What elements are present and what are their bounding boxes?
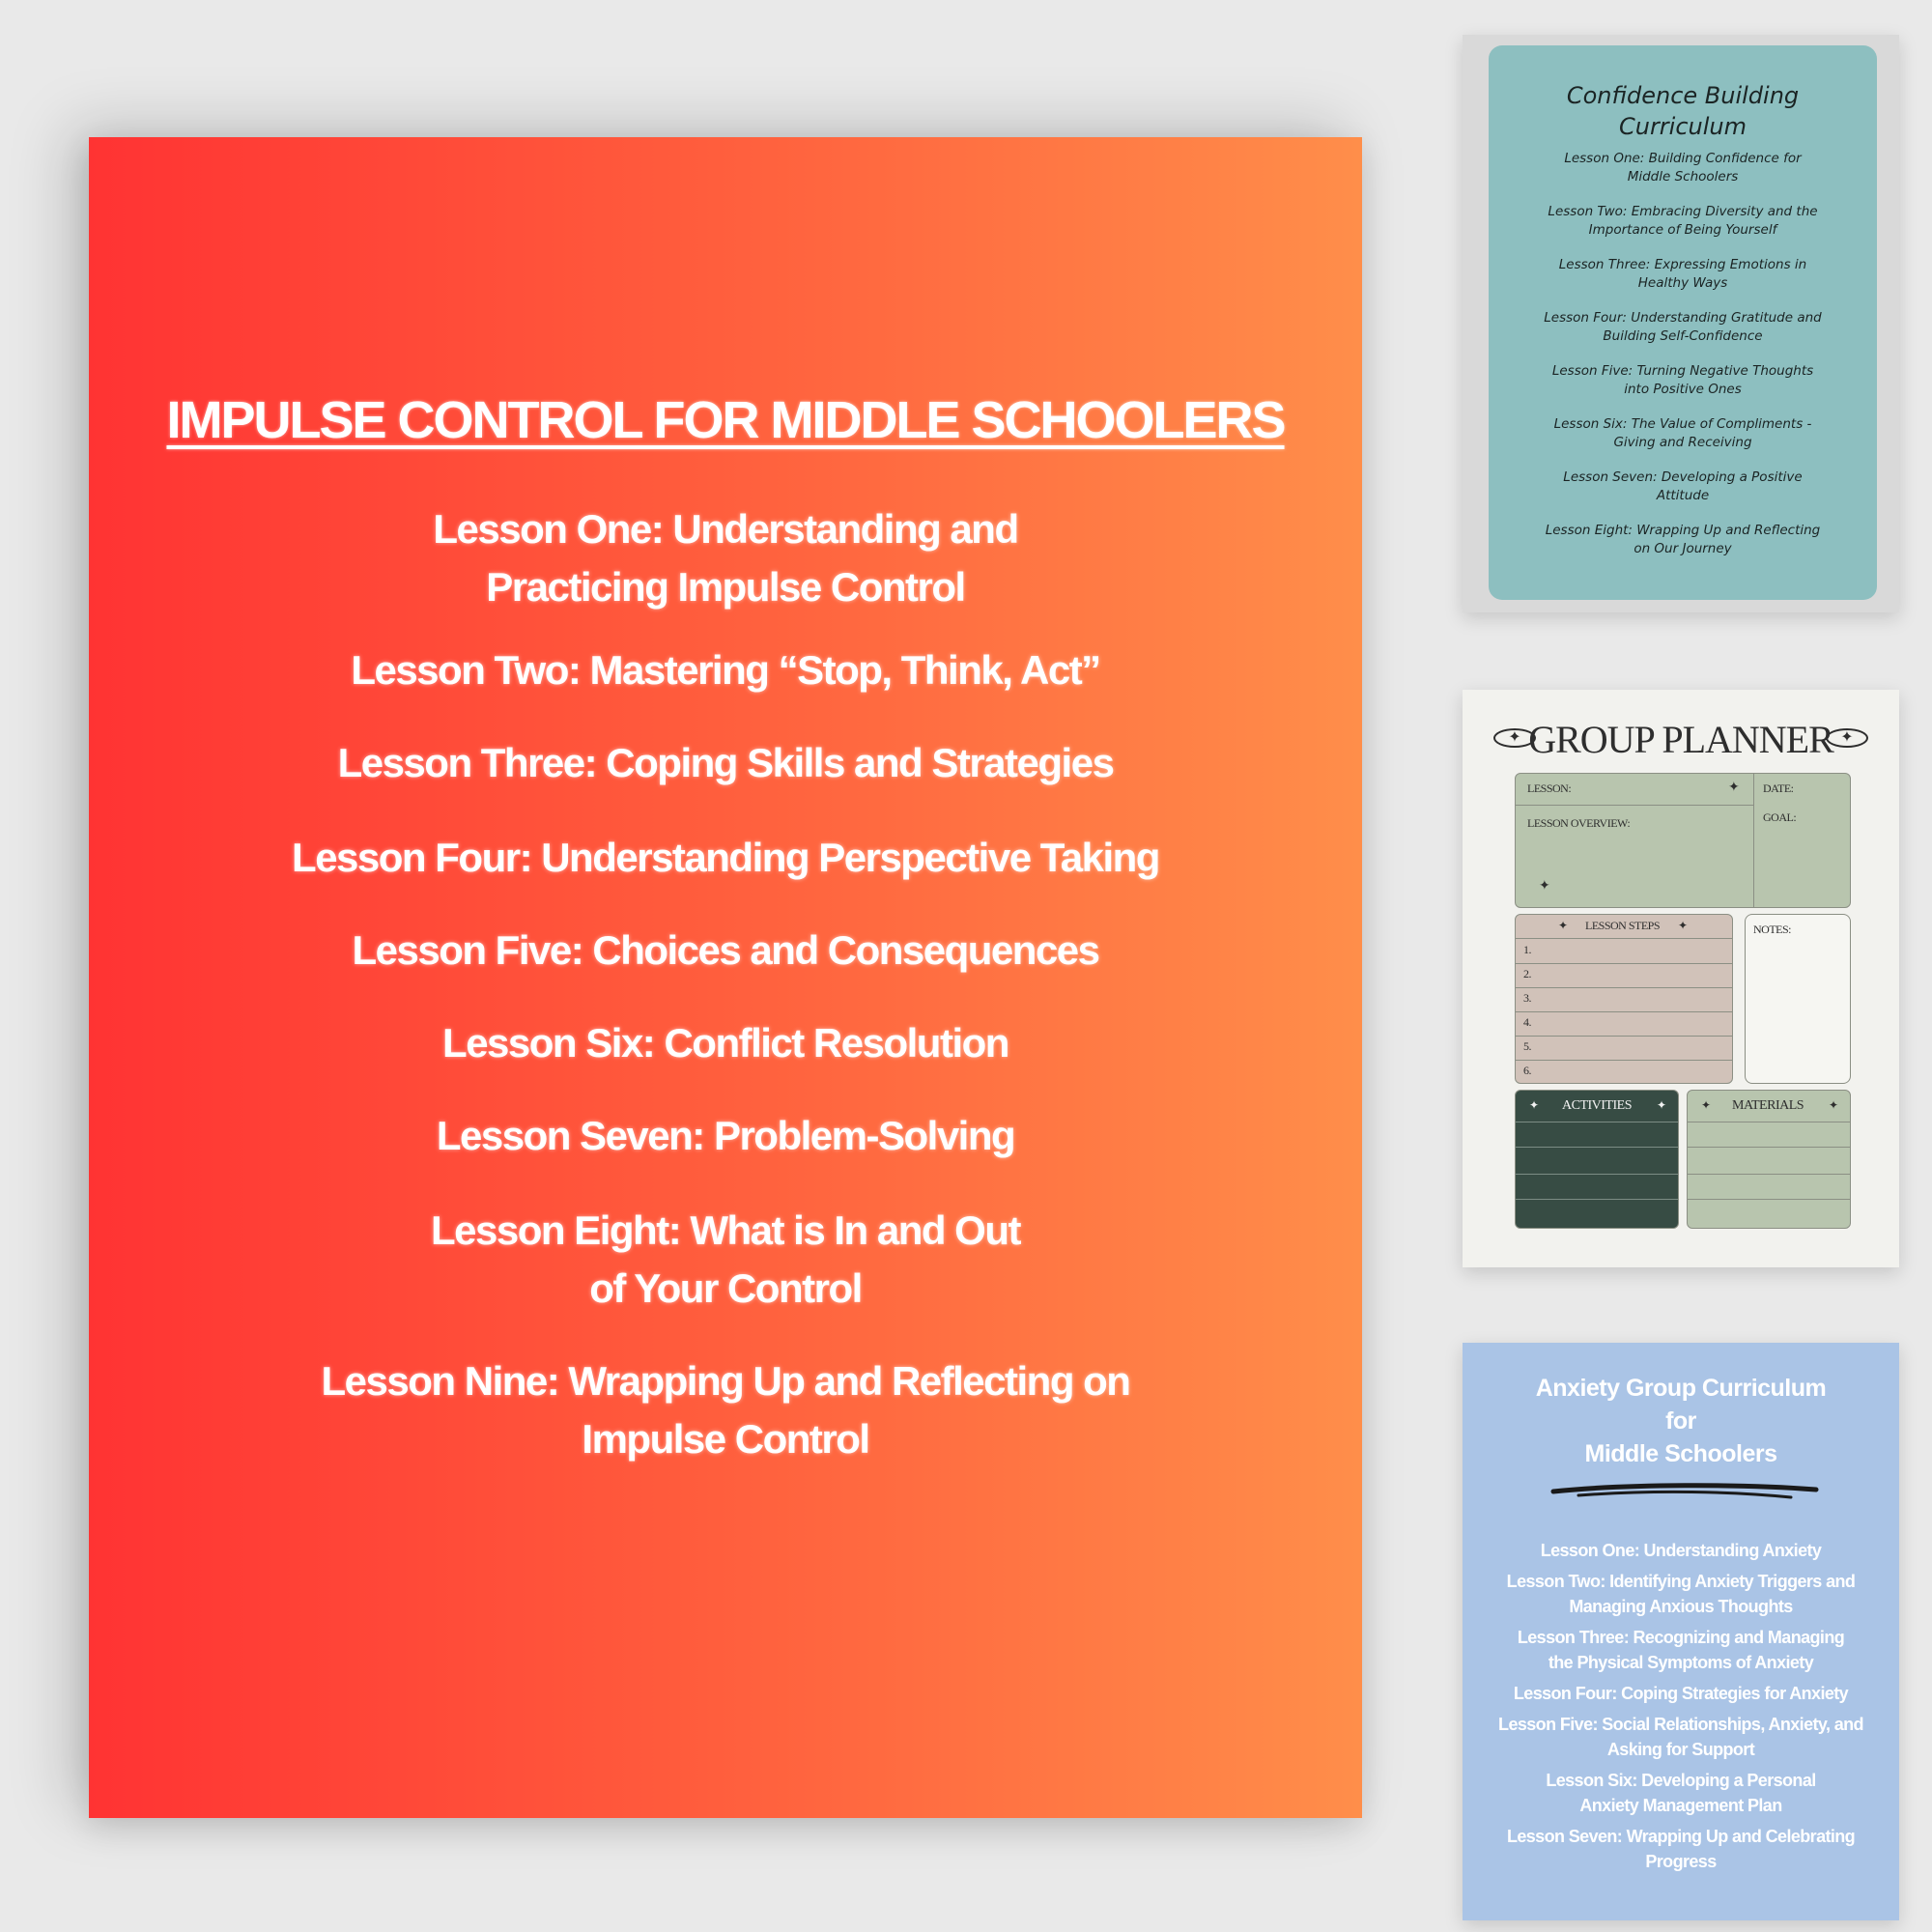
title-line: Curriculum (1618, 113, 1747, 140)
brush-underline-icon (1549, 1480, 1820, 1503)
confidence-title (1489, 80, 1877, 142)
lesson-text-line: Lesson Three: Coping Skills and Strategies (337, 740, 1114, 785)
lesson-text-line: Lesson Eight: Wrapping Up and Reflecting (1545, 523, 1821, 538)
lesson-text-line: Impulse Control (582, 1416, 869, 1462)
lesson-overview-section (1515, 773, 1851, 908)
lesson-text-line: Lesson Eight: What is In and Out (431, 1208, 1020, 1253)
lesson-text-line: Healthy Ways (1637, 275, 1728, 291)
materials-label: MATERIALS (1732, 1098, 1804, 1113)
anxiety-lesson-5 (1472, 1712, 1889, 1762)
lesson-text-line: on Our Journey (1634, 541, 1732, 556)
title-line: Confidence Building (1566, 82, 1800, 109)
step-number: 6. (1523, 1064, 1531, 1077)
poster-title: IMPULSE CONTROL FOR MIDDLE SCHOOLERS (166, 391, 1285, 449)
confidence-card (1489, 45, 1877, 600)
anxiety-title (1463, 1372, 1899, 1470)
lesson-text-line: Asking for Support (1606, 1740, 1755, 1759)
confidence-lesson-5 (1518, 362, 1848, 399)
lesson-text-line: Lesson Six: The Value of Compliments - (1553, 416, 1812, 432)
lesson-text-line: Lesson Three: Recognizing and Managing (1517, 1628, 1845, 1647)
sparkle-icon: ✦ (1539, 879, 1550, 894)
lesson-text-line: Giving and Receiving (1613, 435, 1752, 450)
lesson-text-line: Practicing Impulse Control (486, 564, 965, 610)
lesson-text-line: Lesson One: Understanding Anxiety (1540, 1541, 1822, 1560)
lesson-text-line: Lesson Four: Understanding Perspective Taking (292, 835, 1159, 880)
anxiety-lesson-1 (1472, 1538, 1889, 1563)
confidence-lesson-8 (1518, 522, 1848, 558)
poster-lesson-1 (89, 500, 1362, 616)
poster-lesson-5 (89, 922, 1362, 980)
lesson-text-line: Progress (1645, 1852, 1717, 1871)
sparkle-icon: ✦ (1657, 1098, 1666, 1112)
anxiety-curriculum-thumbnail (1463, 1343, 1899, 1920)
confidence-lesson-2 (1518, 203, 1848, 240)
poster-lesson-3 (89, 734, 1362, 792)
lesson-text-line: the Physical Symptoms of Anxiety (1548, 1653, 1814, 1672)
title-line: Middle Schoolers (1584, 1440, 1777, 1467)
sparkle-icon: ✦ (1728, 781, 1740, 795)
anxiety-lesson-4 (1472, 1681, 1889, 1706)
confidence-lesson-3 (1518, 256, 1848, 293)
sparkle-icon: ✦ (1701, 1098, 1711, 1112)
title-line: for (1665, 1407, 1696, 1435)
sparkle-left-icon: ✦ (1493, 728, 1536, 748)
lesson-text-line: Lesson Six: Conflict Resolution (442, 1020, 1009, 1065)
lesson-text-line: Lesson Seven: Wrapping Up and Celebrating (1506, 1827, 1856, 1846)
sparkle-right-icon: ✦ (1826, 728, 1868, 748)
confidence-lesson-1 (1518, 150, 1848, 186)
lesson-text-line: Lesson Seven: Problem-Solving (436, 1113, 1015, 1158)
group-planner-thumbnail (1463, 690, 1899, 1267)
date-label: DATE: (1763, 781, 1794, 795)
impulse-control-poster (89, 137, 1362, 1818)
activities-label: ACTIVITIES (1562, 1098, 1632, 1113)
anxiety-lesson-2 (1472, 1569, 1889, 1619)
lesson-steps-label: LESSON STEPS (1585, 919, 1661, 932)
activities-section (1515, 1090, 1679, 1229)
lesson-text-line: Building Self-Confidence (1603, 328, 1763, 344)
lesson-text-line: Lesson One: Building Confidence for (1564, 151, 1802, 166)
lesson-text-line: of Your Control (589, 1265, 862, 1311)
lesson-text-line: Lesson One: Understanding and (433, 506, 1018, 552)
sparkle-icon: ✦ (1558, 919, 1568, 932)
planner-title: GROUP PLANNER (1528, 718, 1833, 761)
poster-lesson-8 (89, 1202, 1362, 1318)
confidence-lesson-4 (1518, 309, 1848, 346)
goal-label: GOAL: (1763, 810, 1797, 824)
poster-lesson-7 (89, 1107, 1362, 1165)
lesson-text-line: Lesson Five: Social Relationships, Anxiety, and (1498, 1715, 1863, 1734)
lesson-text-line: into Positive Ones (1624, 382, 1742, 397)
sparkle-icon: ✦ (1829, 1098, 1838, 1112)
lesson-text-line: Lesson Five: Choices and Consequences (352, 927, 1099, 973)
poster-lesson-9 (89, 1352, 1362, 1468)
notes-section (1745, 914, 1851, 1084)
poster-lesson-2 (89, 641, 1362, 699)
lesson-text-line: Lesson Nine: Wrapping Up and Reflecting on (321, 1358, 1130, 1404)
lesson-text-line: Lesson Two: Embracing Diversity and the (1548, 204, 1818, 219)
lesson-text-line: Lesson Four: Understanding Gratitude and (1544, 310, 1822, 326)
step-number: 5. (1523, 1039, 1531, 1053)
step-number: 4. (1523, 1015, 1531, 1029)
poster-lesson-6 (89, 1014, 1362, 1072)
lesson-text-line: Lesson Five: Turning Negative Thoughts (1551, 363, 1814, 379)
lesson-text-line: Lesson Two: Mastering “Stop, Think, Act” (351, 647, 1100, 693)
step-number: 3. (1523, 991, 1531, 1005)
title-line: Anxiety Group Curriculum (1535, 1375, 1827, 1402)
lesson-text-line: Lesson Four: Coping Strategies for Anxiety (1513, 1684, 1849, 1703)
notes-label: NOTES: (1753, 923, 1791, 936)
anxiety-lesson-3 (1472, 1625, 1889, 1675)
lesson-text-line: Importance of Being Yourself (1588, 222, 1777, 238)
lesson-steps-section (1515, 914, 1733, 1084)
anxiety-lesson-7 (1472, 1824, 1889, 1874)
lesson-text-line: Attitude (1656, 488, 1710, 503)
lesson-text-line: Middle Schoolers (1627, 169, 1739, 185)
confidence-lesson-6 (1518, 415, 1848, 452)
lesson-label: LESSON: (1527, 781, 1572, 795)
step-number: 1. (1523, 943, 1531, 956)
anxiety-lesson-6 (1472, 1768, 1889, 1818)
lesson-text-line: Lesson Two: Identifying Anxiety Triggers and (1506, 1572, 1856, 1591)
lesson-overview-label: LESSON OVERVIEW: (1527, 816, 1631, 830)
poster-lesson-4 (89, 829, 1362, 887)
lesson-text-line: Lesson Three: Expressing Emotions in (1558, 257, 1807, 272)
step-number: 2. (1523, 967, 1531, 980)
confidence-curriculum-thumbnail (1463, 35, 1899, 612)
materials-section (1687, 1090, 1851, 1229)
lesson-text-line: Managing Anxious Thoughts (1569, 1597, 1793, 1616)
lesson-text-line: Lesson Seven: Developing a Positive (1563, 469, 1803, 485)
lesson-text-line: Lesson Six: Developing a Personal (1546, 1771, 1816, 1790)
sparkle-icon: ✦ (1678, 919, 1688, 932)
sparkle-icon: ✦ (1529, 1098, 1539, 1112)
lesson-text-line: Anxiety Management Plan (1579, 1796, 1782, 1815)
confidence-lesson-7 (1518, 469, 1848, 505)
